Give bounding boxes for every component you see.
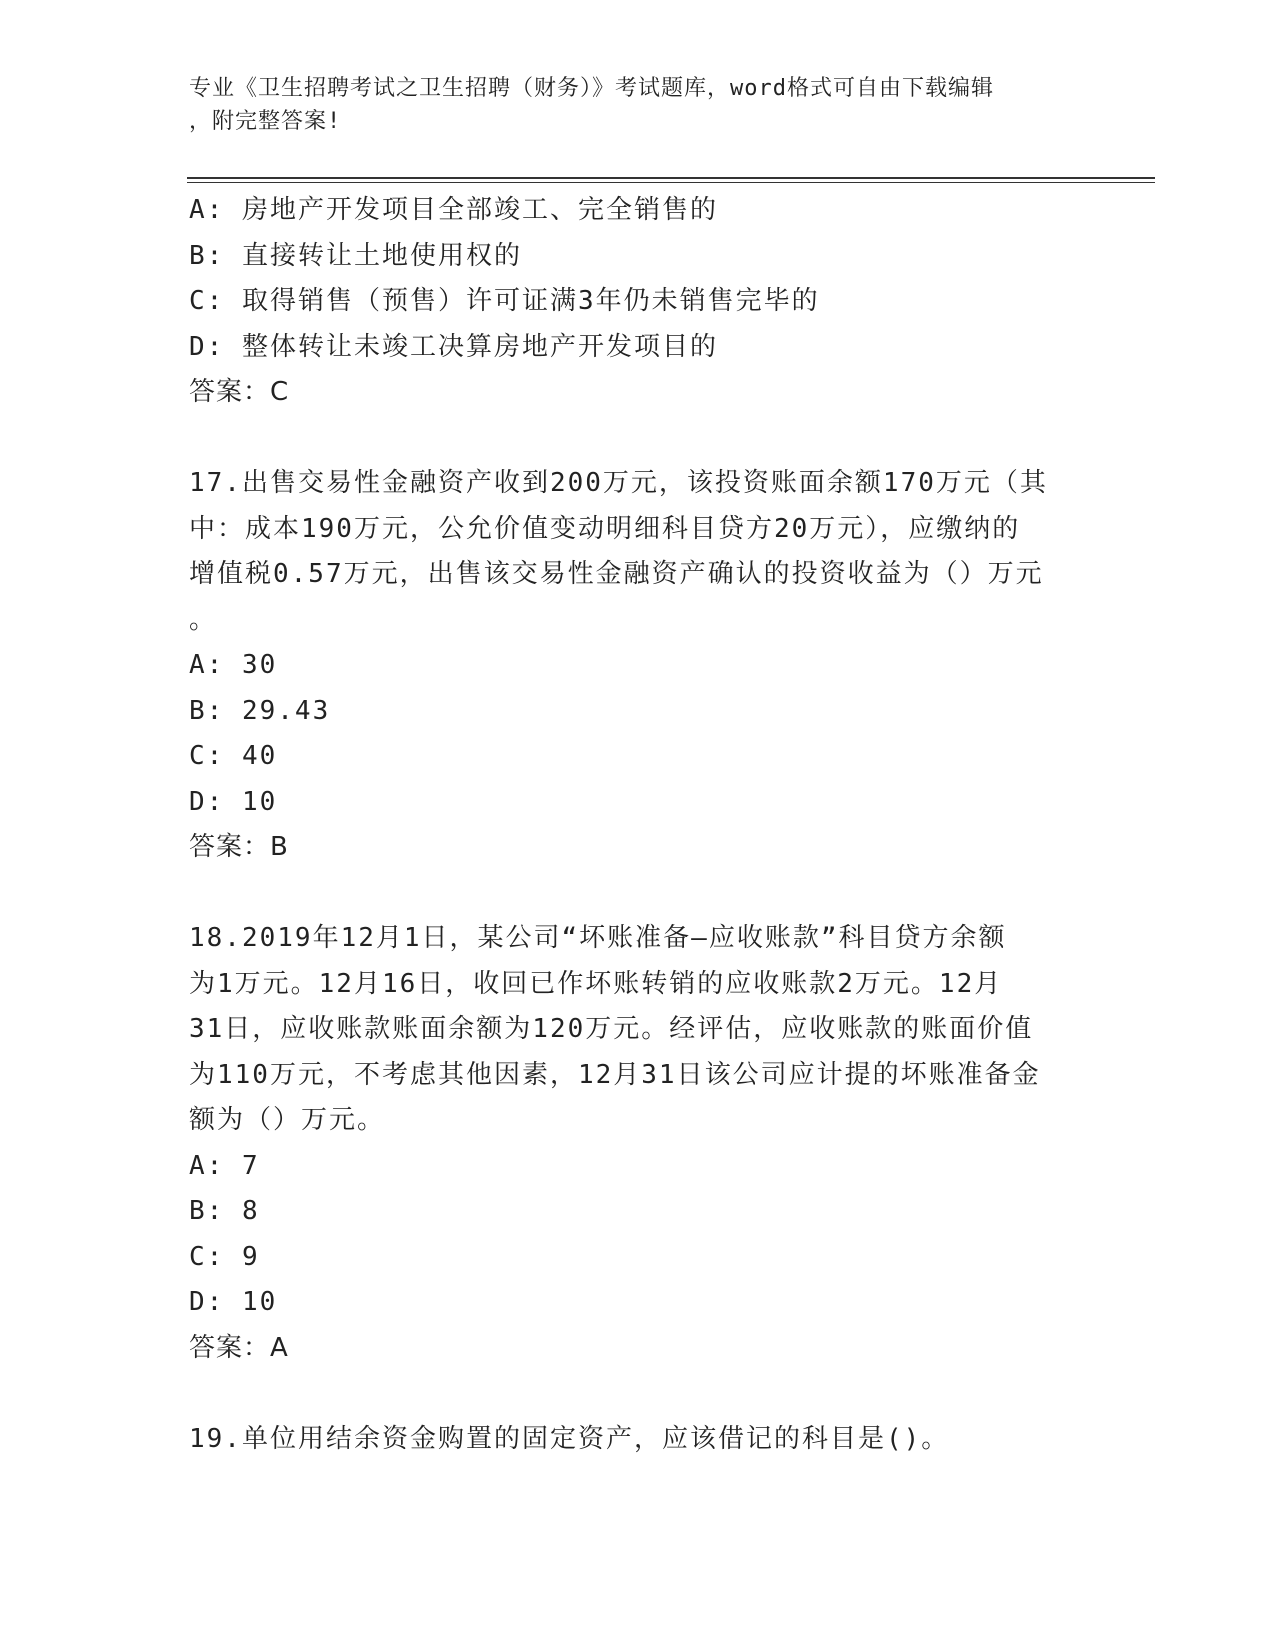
spacer <box>189 416 1089 462</box>
question-stem-line: 31日，应收账款账面余额为120万元。经评估，应收账款的账面价值 <box>189 1014 1034 1044</box>
answer: 答案：A <box>189 1332 289 1363</box>
question-stem-line: 18.2019年12月1日，某公司“坏账准备—应收账款”科目贷方余额 <box>189 923 1007 953</box>
question-18 <box>189 916 1089 1371</box>
answer: 答案：C <box>189 377 290 407</box>
question-16 <box>189 188 1089 416</box>
option-d: D: 10 <box>189 1287 278 1317</box>
option-d: D: 10 <box>189 786 278 817</box>
question-stem-line: 19.单位用结余资金购置的固定资产，应该借记的科目是()。 <box>189 1423 950 1454</box>
question-stem-line: 增值税0.57万元，出售该交易性金融资产确认的投资收益为（）万元 <box>189 559 1044 589</box>
option-c: C: 9 <box>189 1241 260 1272</box>
question-stem-line: 为110万元，不考虑其他因素，12月31日该公司应计提的坏账准备金 <box>189 1059 1041 1090</box>
question-17 <box>189 461 1089 871</box>
header-rule-thin <box>187 182 1155 183</box>
option-a: A: 7 <box>189 1150 260 1181</box>
header-line-2: ，附完整答案! <box>189 109 342 134</box>
document-header <box>189 72 1069 138</box>
question-stem-line: 。 <box>189 604 218 635</box>
spacer <box>189 871 1089 917</box>
question-list <box>189 188 1089 1462</box>
option-a: A: 30 <box>189 650 278 680</box>
question-stem-line: 为1万元。12月16日，收回已作坏账转销的应收账款2万元。12月 <box>189 968 1003 999</box>
question-19 <box>189 1417 1089 1463</box>
header-line-1: 专业《卫生招聘考试之卫生招聘（财务）》考试题库，word格式可自由下载编辑 <box>189 76 994 101</box>
option-c: C: 取得销售（预售）许可证满3年仍未销售完毕的 <box>189 286 820 316</box>
spacer <box>189 1371 1089 1417</box>
header-rule-thick <box>187 177 1155 179</box>
option-c: C: 40 <box>189 741 278 771</box>
option-d: D: 整体转让未竣工决算房地产开发项目的 <box>189 331 718 362</box>
option-a: A: 房地产开发项目全部竣工、完全销售的 <box>189 195 718 225</box>
question-stem-line: 中：成本190万元，公允价值变动明细科目贷方20万元），应缴纳的 <box>189 513 1021 544</box>
question-stem-line: 额为（）万元。 <box>189 1105 386 1135</box>
question-stem-line: 17.出售交易性金融资产收到200万元，该投资账面余额170万元（其 <box>189 468 1048 498</box>
option-b: B: 29.43 <box>189 695 331 726</box>
option-b: B: 直接转让土地使用权的 <box>189 240 522 271</box>
answer: 答案：B <box>189 832 289 862</box>
option-b: B: 8 <box>189 1196 260 1226</box>
